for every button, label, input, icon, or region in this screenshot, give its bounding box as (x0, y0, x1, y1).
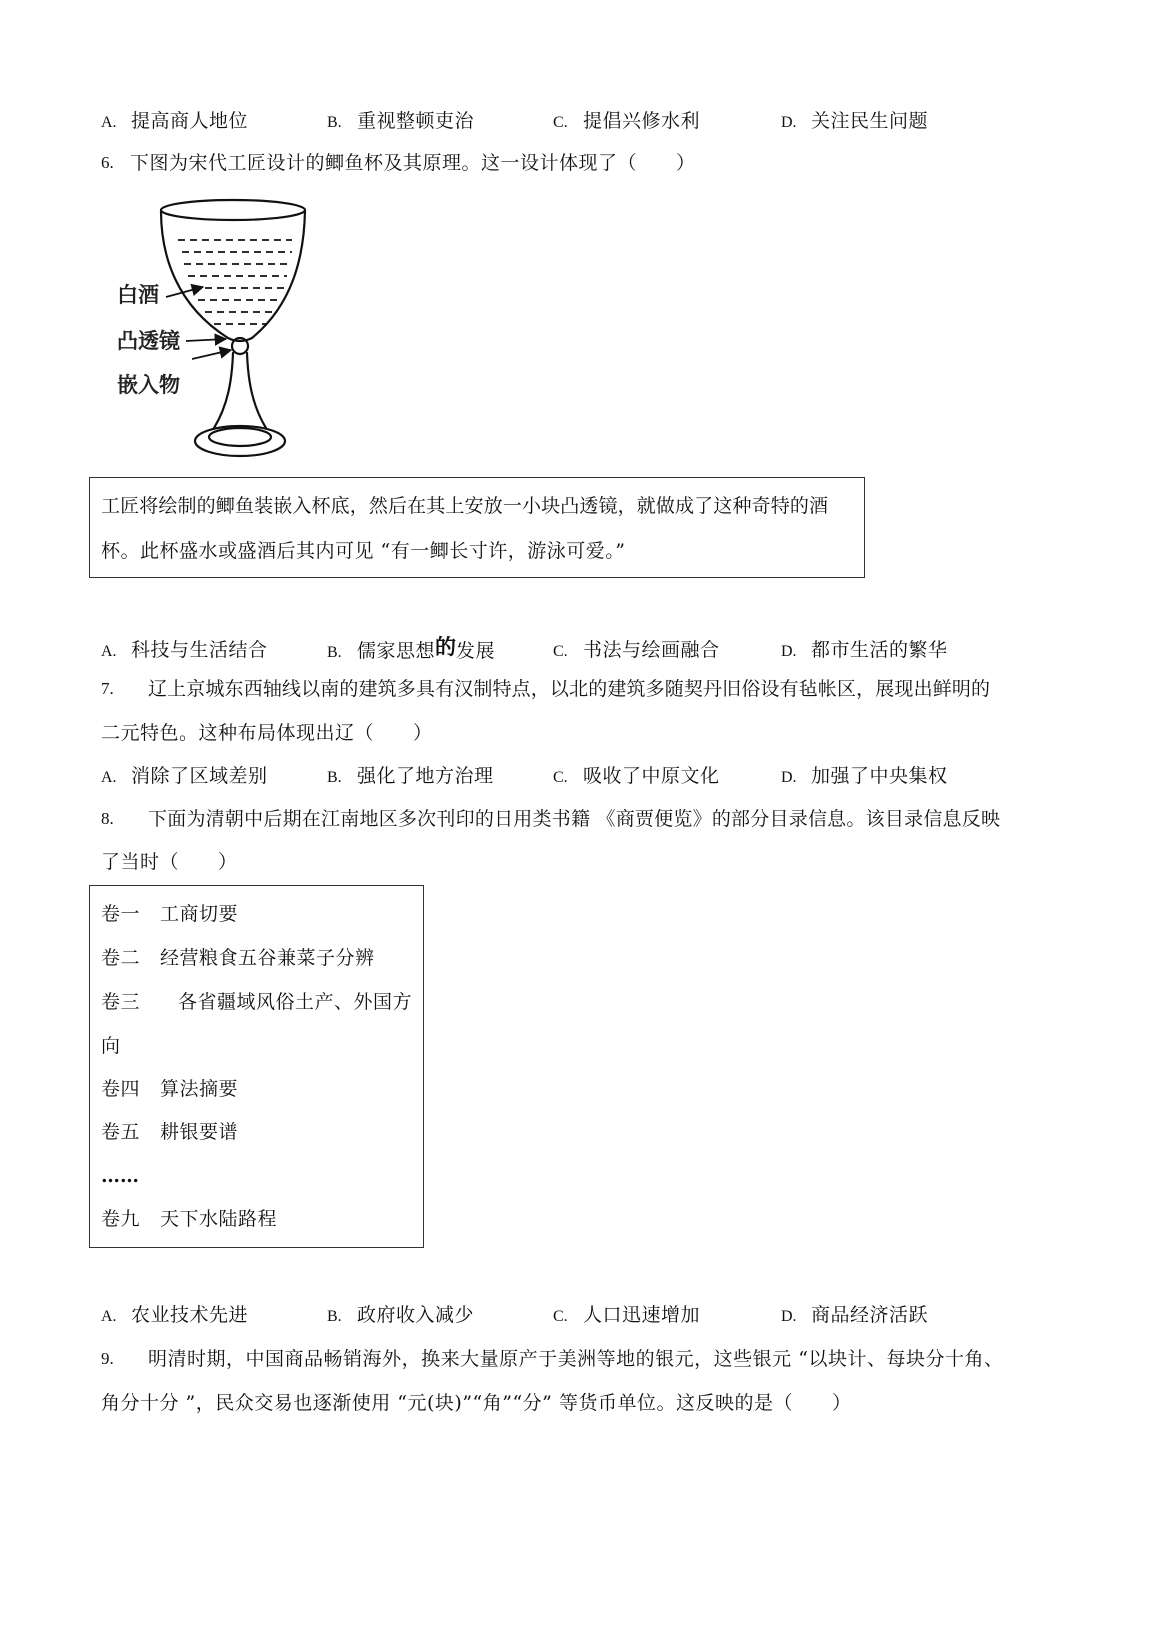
option-letter: A. (101, 114, 117, 131)
option-text-emphasis: 的 (435, 635, 457, 659)
q8-option-d (781, 1301, 928, 1331)
option-text: 关注民生问题 (811, 110, 929, 132)
q8-option-a (101, 1301, 248, 1331)
option-letter: C. (553, 1308, 568, 1325)
option-text: 强化了地方治理 (357, 765, 494, 787)
option-text: 都市生活的繁华 (811, 639, 948, 661)
option-text-part: 发展 (456, 640, 496, 662)
catalog-volume: 卷一 (101, 903, 141, 925)
catalog-volume: 卷二 (101, 947, 141, 969)
q5-option-b (327, 107, 474, 137)
q9-number: 9. (101, 1349, 114, 1368)
q6-stem: 下图为宋代工匠设计的鲫鱼杯及其原理。这一设计体现了（ ） (130, 152, 696, 174)
q7-option-c (553, 762, 720, 792)
option-letter: B. (327, 769, 342, 786)
option-letter: D. (781, 769, 797, 786)
catalog-title: 经营粮食五谷兼菜子分辨 (160, 947, 375, 969)
catalog-volume: 卷四 (101, 1078, 141, 1100)
option-text: 消除了区域差别 (131, 765, 268, 787)
q6-option-d (781, 636, 948, 666)
catalog-ellipsis: …… (101, 1165, 139, 1187)
q7-number: 7. (101, 679, 114, 698)
q8-option-b (327, 1301, 474, 1331)
catalog-title: 耕银要谱 (160, 1121, 239, 1143)
q6-option-a (101, 636, 268, 666)
q7-option-d (781, 762, 948, 792)
label-convex-lens: 凸透镜 (117, 329, 180, 353)
q9-stem-line-1: 明清时期，中国商品畅销海外，换来大量原产于美洲等地的银元，这些银元 “以块计、每块分十角、 (148, 1348, 1003, 1370)
q8-option-c (553, 1301, 700, 1331)
option-letter: B. (327, 114, 342, 131)
q8-stem-line-2: 了当时（ ） (101, 851, 238, 873)
option-letter: A. (101, 643, 117, 660)
q8-catalog-box (89, 885, 424, 1248)
option-letter: C. (553, 769, 568, 786)
option-text: 重视整顿吏治 (357, 110, 475, 132)
q8-number: 8. (101, 809, 114, 828)
q9-stem-line-2: 角分十分 ”，民众交易也逐渐使用 “元(块)”“角”“分” 等货币单位。这反映的是（ ） (101, 1392, 852, 1414)
option-letter: A. (101, 769, 117, 786)
cup-outline (161, 200, 305, 456)
option-letter: B. (327, 1308, 342, 1325)
q7-option-b (327, 762, 494, 792)
option-letter: C. (553, 114, 568, 131)
q6-option-b (327, 636, 495, 667)
option-letter: A. (101, 1308, 117, 1325)
q6-option-c (553, 636, 720, 666)
catalog-title-continued: 向 (101, 1035, 121, 1057)
option-text: 农业技术先进 (131, 1304, 249, 1326)
catalog-title: 各省疆域风俗土产、外国方 (178, 991, 413, 1013)
option-letter: D. (781, 114, 797, 131)
catalog-title: 天下水陆路程 (160, 1208, 278, 1230)
catalog-volume: 卷五 (101, 1121, 141, 1143)
option-text: 提倡兴修水利 (583, 110, 701, 132)
option-text: 商品经济活跃 (811, 1304, 929, 1326)
option-letter: D. (781, 643, 797, 660)
catalog-title: 工商切要 (160, 903, 239, 925)
q8-stem-line-1: 下面为清朝中后期在江南地区多次刊印的日用类书籍 《商贾便览》的部分目录信息。该目录信息反映 (148, 808, 1000, 830)
option-text: 吸收了中原文化 (583, 765, 720, 787)
option-text-part: 儒家思想 (357, 640, 436, 662)
q5-option-d (781, 107, 928, 137)
q7-stem-line-2: 二元特色。这种布局体现出辽（ ） (101, 722, 433, 744)
option-letter: C. (553, 643, 568, 660)
option-text: 加强了中央集权 (811, 765, 948, 787)
option-text: 人口迅速增加 (583, 1304, 701, 1326)
catalog-title: 算法摘要 (160, 1078, 239, 1100)
option-letter: B. (327, 644, 342, 661)
q7-option-a (101, 762, 268, 792)
label-liquor: 白酒 (117, 283, 159, 307)
option-text: 政府收入减少 (357, 1304, 475, 1326)
q6-material-line-2: 杯。此杯盛水或盛酒后其内可见 “有一鲫长寸许，游泳可爱。” (101, 540, 626, 562)
option-text: 提高商人地位 (131, 110, 249, 132)
catalog-volume: 卷九 (101, 1208, 141, 1230)
q5-option-a (101, 107, 248, 137)
option-letter: D. (781, 1308, 797, 1325)
label-embedded-object: 嵌入物 (117, 373, 180, 397)
option-text: 书法与绘画融合 (583, 639, 720, 661)
option-text: 科技与生活结合 (131, 639, 268, 661)
q7-stem-line-1: 辽上京城东西轴线以南的建筑多具有汉制特点，以北的建筑多随契丹旧俗设有毡帐区，展现出鲜明的 (148, 678, 990, 700)
q6-number: 6. (101, 153, 114, 172)
q6-material-line-1: 工匠将绘制的鲫鱼装嵌入杯底，然后在其上安放一小块凸透镜，就做成了这种奇特的酒 (101, 495, 828, 517)
catalog-volume: 卷三 (101, 991, 141, 1013)
q5-option-c (553, 107, 700, 137)
